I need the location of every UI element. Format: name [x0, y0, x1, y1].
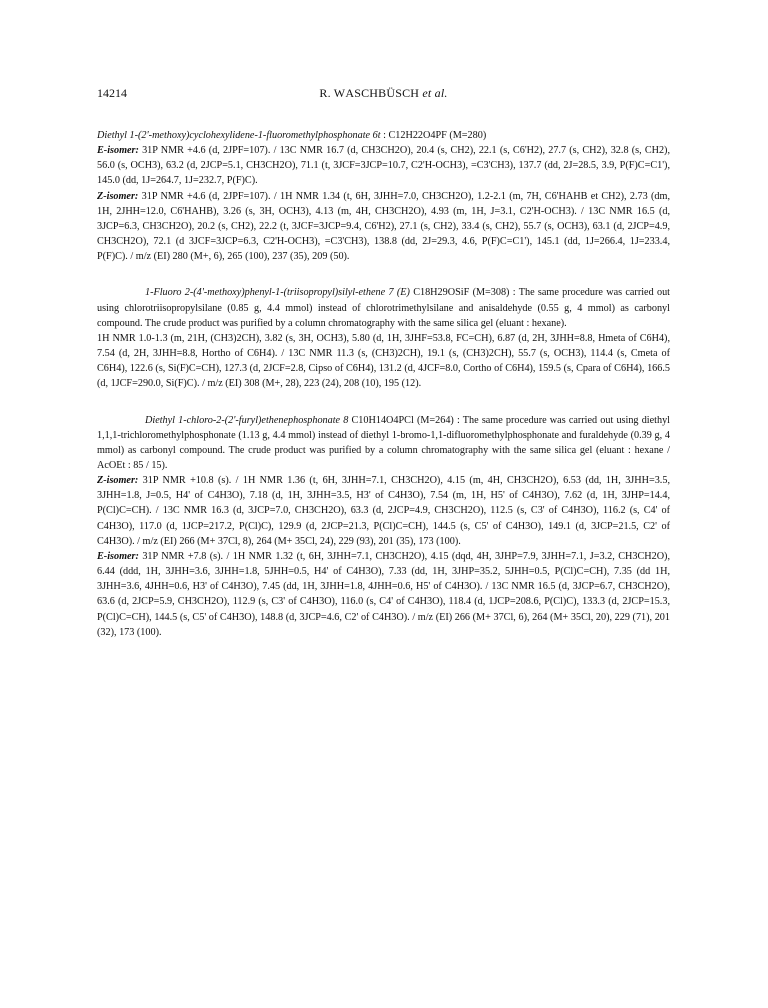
isomer-data-e [97, 549, 670, 640]
spectral-data: 31P NMR +4.6 (d, 2JPF=107). / 1H NMR 1.34 (t, 6H, 3JHH=7.0, CH3CH2O), 1.2-2.1 (m, 7H, C6'HAHB et CH2), 2.73 (dm, 1H, 2JHH=12.0, C6'HAHB), 3.26 (s, 3H, OCH3), 4.13 (m, 4H, CH3CH2O), 4.93 (m, 1H, J=3.1, C2'H-OCH3). / 13C NMR 16.5 (d, 3JCP=6.3, CH3CH2O), 20.2 (s, CH2), 22.2 (t, 3JCF=3JCP=9.4, C6'H2), 27.1 (s, CH2), 33.4 (s, CH2), 55.7 (s, OCH3), 63.1 (d, 2JCP=4.9, CH3CH2O), 72.1 (d 3JCF=3JCP=6.3, C2'H-OCH3), =C3'CH3), 138.8 (dd, 2J=29.3, 4.6, P(F)C=C1'), 145.1 (dd, 1J=266.4, 1J=233.4, P(F)C). / m/z (EI) 280 (M+, 6), 265 (100), 237 (35), 209 (50). [97, 190, 670, 263]
spectral-data: 1H NMR 1.0-1.3 (m, 21H, (CH3)2CH), 3.82 (s, 3H, OCH3), 5.80 (d, 1H, 3JHF=53.8, FC=CH), 6.87 (d, 2H, 3JHH=8.8, Hmeta of C6H4), 7.54 (d, 2H, 3JHH=8.8, Hortho of C6H4). / 13C NMR 11.3 (s, (CH3)2CH), 19.1 (s, (CH3)2CH), 55.7 (s, OCH3), 114.4 (s, Cmeta of C6H4), 122.6 (s, Si(F)C=CH), 127.3 (d, 2JCF=2.8, Cipso of C6H4), 131.2 (d, 4JCF=8.0, Cortho of C6H4), 159.5 (s, Cpara of C6H4), 166.5 (d, 1JCF=290.0, Si(F)C). / m/z (EI) 308 (M+, 28), 223 (24), 208 (10), 195 (12). [97, 332, 670, 390]
spectral-data: 31P NMR +10.8 (s). / 1H NMR 1.36 (t, 6H, 3JHH=7.1, CH3CH2O), 4.15 (m, 4H, CH3CH2O), 6.53 (dd, 1H, 3JHH=3.5, 3JHH=1.8, J=0.5, H4' of C4H3O), 7.18 (d, 1H, 3JHH=3.5, H3' of C4H3O), 7.54 (m, 1H, H5' of C4H3O), 7.62 (d, 1H, 3JHP=14.4, P(Cl)C=CH). / 13C NMR 16.3 (d, 3JCP=7.0, CH3CH2O), 63.3 (d, 2JCP=4.9, CH3CH2O), 112.5 (s, C3' of C4H3O), 116.2 (s, C4' of C4H3O), 117.0 (d, 1JCP=217.2, P(Cl)C), 129.9 (d, 2JCP=21.3, P(Cl)C=CH), 144.5 (s, C5' of C4H3O), 149.1 (d, 3JCP=21.5, C2' of C4H3O). / m/z (EI) 266 (M+ 37Cl, 8), 264 (M+ 35Cl, 24), 229 (93), 201 (35), 173 (100). [97, 475, 670, 547]
compound-entry-7 [97, 285, 670, 391]
compound-entry-8 [97, 413, 670, 640]
running-header [97, 86, 670, 104]
procedure-text: : The same procedure was carried out using chlorotriisopropylsilane (0.85 g, 4.4 mmol) instead of chlorotrimethylsilane and anisaldehyde (0.55 g, 4 mmol) as carbonyl compound. The crude product was purified by a column chromatography with the same silica gel (eluant : hexane). [97, 287, 671, 329]
compound-paragraph [97, 285, 670, 330]
procedure-text: : The same procedure was carried out using diethyl 1,1,1-trichloromethylphosphonate (1.13 g, 4.4 mmol) instead of diethyl 1-bromo-1,1-difluoromethylphosphonate and furaldehyde (0.39 g, 4 mmol) as carbonyl compound. The crude product was purified by a column chromatography with the same silica gel (eluant : hexane / AcOEt : 85 / 15). [97, 414, 670, 471]
compound-formula: : C12H22O4PF (M=280) [380, 130, 487, 141]
et-al: et al. [422, 86, 448, 100]
isomer-data-z [97, 473, 670, 549]
isomer-label: E-isomer: [97, 145, 143, 157]
page-body [97, 128, 670, 640]
spectral-data: 31P NMR +4.6 (d, 2JPF=107). / 13C NMR 16.7 (d, CH3CH2O), 20.4 (s, CH2), 22.1 (s, C6'H2), 27.7 (s, CH2), 32.8 (s, CH2), 56.0 (s, OCH3), 63.2 (d, 2JCP=5.1, CH3CH2O), 71.1 (t, 3JCF=3JCP=10.7, C2'H-OCH3), =C3'CH3), 137.7 (dd, 2J=28.5, 3.9, P(F)C=C1'), 145.0 (dd, 1J=264.7, 1J=232.7, P(F)C). [97, 145, 670, 187]
isomer-label: Z-isomer: [97, 190, 142, 202]
author-initial: R. W [319, 86, 346, 100]
compound-name: 1-Fluoro 2-(4'-methoxy)phenyl-1-(triisopropyl)silyl-ethene 7 (E) [145, 287, 410, 299]
isomer-data-e [97, 143, 670, 188]
compound-heading [97, 128, 670, 143]
running-head-author [97, 86, 670, 101]
nmr-data [97, 331, 670, 392]
compound-paragraph [97, 413, 670, 474]
compound-name: Diethyl 1-(2'-methoxy)cyclohexylidene-1-fluoromethylphosphonate 6t [97, 130, 381, 141]
compound-formula: C18H29OSiF (M=308) [409, 287, 510, 299]
compound-name: Diethyl 1-chloro-2-(2'-furyl)ethenephosphonate 8 [145, 414, 349, 426]
isomer-label: Z-isomer: [97, 475, 143, 487]
compound-formula: C10H14O4PCl (M=264) [348, 414, 454, 426]
compound-entry-6t [97, 128, 670, 264]
author-surname: ASCHBÜSCH [345, 86, 420, 100]
isomer-data-z [97, 189, 670, 265]
page-number: 14214 [97, 86, 127, 100]
spectral-data: 31P NMR +7.8 (s). / 1H NMR 1.32 (t, 6H, 3JHH=7.1, CH3CH2O), 4.15 (dqd, 4H, 3JHP=7.9, 3JHH=7.1, J=3.2, CH3CH2O), 6.44 (ddd, 1H, 3JHH=3.6, 3JHH=1.8, 5JHH=0.5, H4' of C4H3O), 7.33 (dd, 1H, 3JHP=35.2, 5JHH=0.5, P(Cl)C=CH), 7.35 (dd 1H, 3JHH=3.6, 4JHH=0.6, H3' of C4H3O), 7.45 (dd, 1H, 3JHH=1.8, 4JHH=0.6, H5' of C4H3O). / 13C NMR 16.5 (d, 3JCP=6.7, CH3CH2O), 63.6 (d, 2JCP=5.9, CH3CH2O), 112.9 (s, C3' of C4H3O), 116.0 (s, C4' of C4H3O), 118.4 (d, 1JCP=208.6, P(Cl)C), 133.3 (d, 2JCP=15.3, P(Cl)C=CH), 144.5 (s, C5' of C4H3O), 148.8 (d, 3JCP=4.6, C2' of C4H3O). / m/z (EI) 266 (M+ 37Cl, 6), 264 (M+ 35Cl, 20), 229 (71), 201 (32), 173 (100). [97, 550, 670, 638]
isomer-label: E-isomer: [97, 550, 143, 562]
